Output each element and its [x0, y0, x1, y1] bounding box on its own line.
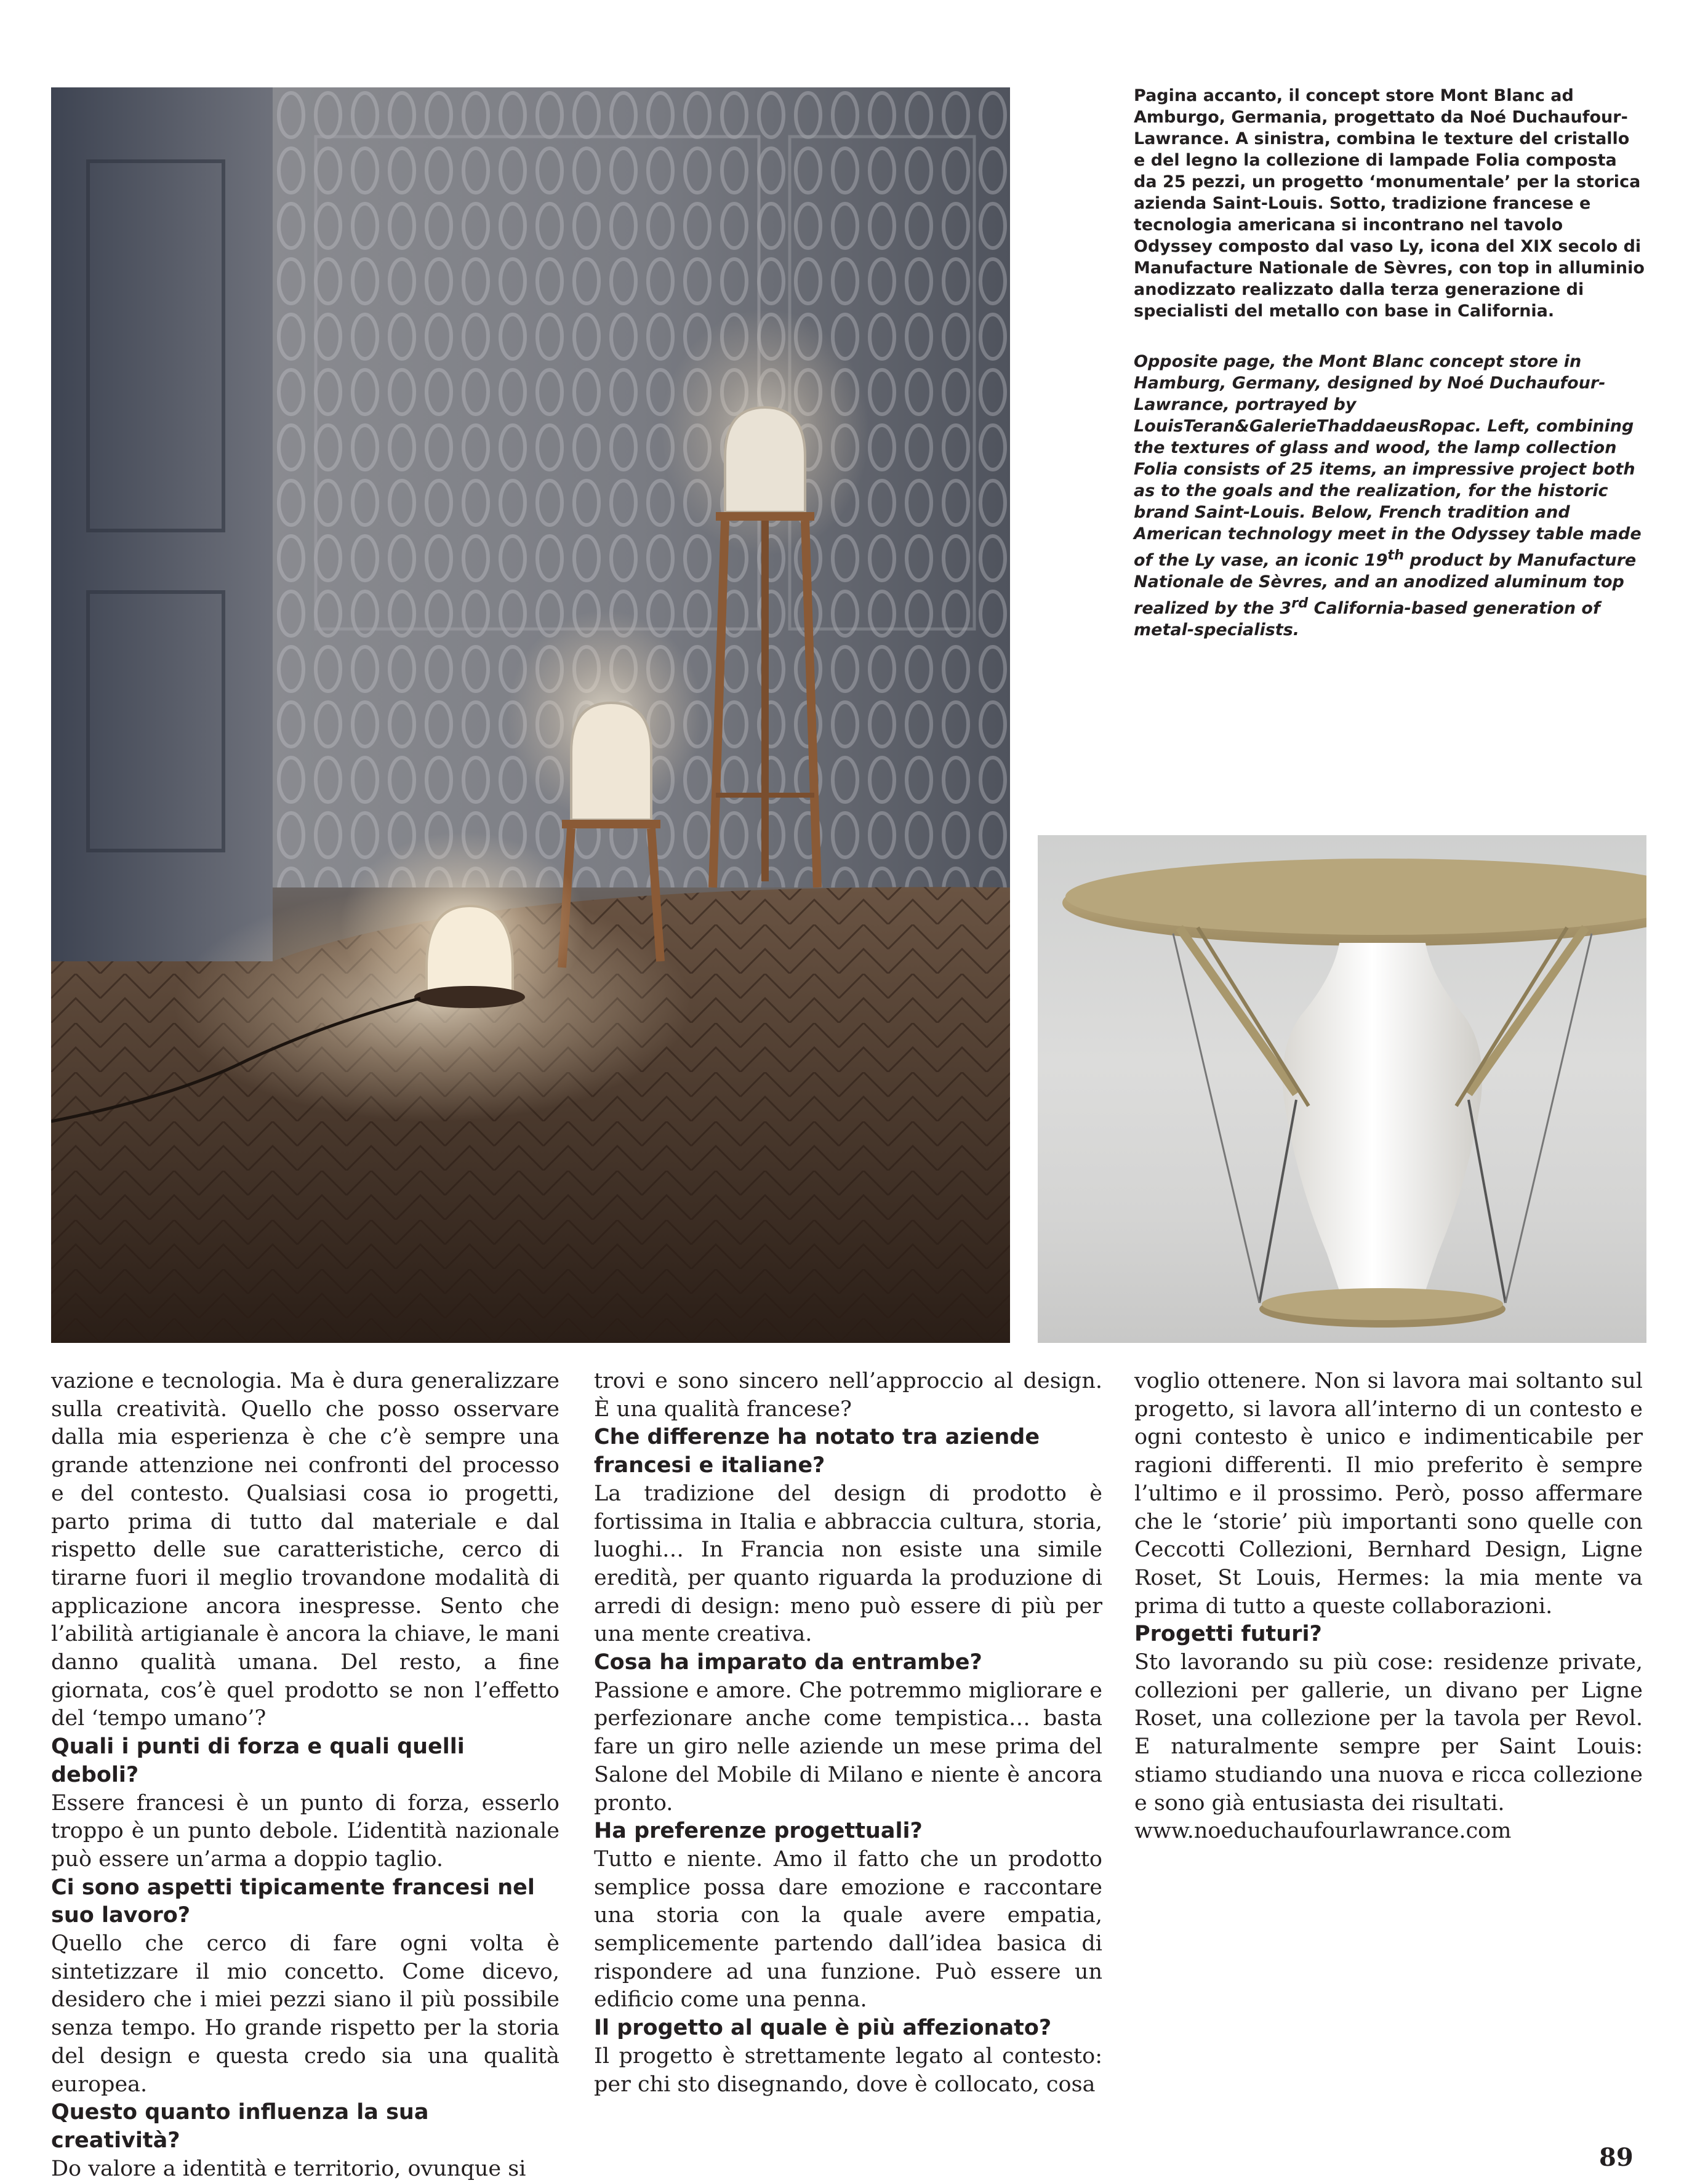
page-number: 89 — [1599, 2143, 1634, 2172]
caption-english-part1: Opposite page, the Mont Blanc concept store in Hamburg, Germany, designed by Noé Duchaufour-Lawrance, portrayed by LouisTeran&GalerieThaddaeusRopac. Left, combining the textures of glass and wood, the lamp collection Folia consists of 25 items, an impressive project both as to the goals and the realization, for the historic brand Saint-Louis. Below, French tradition and American technology meet in the Odyssey table made of the Ly vase, an iconic 19 — [1134, 352, 1642, 570]
question-heading: Ha preferenze progettuali? — [594, 1819, 923, 1844]
paragraph: La tradizione del design di prodotto è fortissima in Italia e abbraccia cultura, storia, luoghi… In Francia non esiste una simile eredità, per quanto riguarda la produzione di arredi di design: meno può essere di più per una mente creativa. — [594, 1481, 1102, 1647]
question-heading: Ci sono aspetti tipicamente francesi nel suo lavoro? — [51, 1875, 535, 1928]
caption-english-part3: California-based generation of metal-specialists. — [1134, 599, 1600, 639]
paragraph: Essere francesi è un punto di forza, esserlo troppo è un punto debole. L’identità nazionale può essere un’arma a doppio taglio. — [51, 1790, 559, 1872]
question-heading: Progetti futuri? — [1134, 1622, 1322, 1647]
paragraph: trovi e sono sincero nell’approccio al design. È una qualità francese? — [594, 1369, 1102, 1422]
question-heading: Che differenze ha notato tra aziende francesi e italiane? — [594, 1425, 1040, 1478]
caption-english-sup1: th — [1387, 547, 1405, 563]
paragraph: Passione e amore. Che potremmo migliorare e perfezionare anche come tempistica… basta fare un giro nelle aziende un mese prima del Salone del Mobile di Milano e niente è ancora pronto. — [594, 1678, 1102, 1816]
paragraph: Do valore a identità e territorio, ovunque si — [51, 2156, 526, 2181]
website-url: www.noeduchaufourlawrance.com — [1134, 1819, 1512, 1844]
paragraph: Quello che cerco di fare ogni volta è sintetizzare il mio concetto. Come dicevo, desidero che i miei pezzi siano il più possibile senza tempo. Ho grande rispetto per la storia del design e questa credo sia una qualità europea. — [51, 1931, 559, 2097]
text-column-1 — [51, 1368, 559, 2183]
caption-english — [1134, 351, 1645, 641]
paragraph: Tutto e niente. Amo il fatto che un prodotto semplice possa dare emozione e raccontare una storia con la quale avere empatia, semplicemente partendo dall’idea basica di rispondere ad una funzione. Può essere un edificio come una penna. — [594, 1846, 1102, 2013]
text-column-2 — [594, 1368, 1102, 2099]
question-heading: Quali i punti di forza e quali quelli deboli? — [51, 1734, 465, 1787]
photo-folia-lamps — [51, 87, 1010, 1343]
question-heading: Questo quanto influenza la sua creatività? — [51, 2100, 429, 2153]
paragraph: vazione e tecnologia. Ma è dura generalizzare sulla creatività. Quello che posso osservare dalla mia esperienza è che c’è sempre una grande attenzione nei confronti del processo e del contesto. Qualsiasi cosa io progetti, parto prima di tutto dal materiale e dal rispetto delle sue caratteristiche, cerco di tirarne fuori il meglio trovandone modalità di applicazione ancora inespresse. Sento che l’abilità artigianale è ancora la chiave, le mani danno qualità umana. Del resto, a fine giornata, cos’è quel prodotto se non l’effetto del ‘tempo umano’? — [51, 1369, 559, 1731]
caption-english-sup2: rd — [1291, 595, 1309, 611]
question-heading: Cosa ha imparato da entrambe? — [594, 1650, 982, 1675]
caption-italian: Pagina accanto, il concept store Mont Blanc ad Amburgo, Germania, progettato da Noé Duchaufour-Lawrance. A sinistra, combina le texture del cristallo e del legno la collezione di lampade Folia composta da 25 pezzi, un progetto ‘monumentale’ per la storica azienda Saint-Louis. Sotto, tradizione francese e tecnologia americana si incontrano nel tavolo Odyssey composto dal vaso Ly, icona del XIX secolo di Manufacture Nationale de Sèvres, con top in alluminio anodizzato realizzato dalla terza generazione di specialisti del metallo con base in California. — [1134, 86, 1645, 321]
caption-english-part2: product by Manufacture Nationale de Sèvres, and an anodized aluminum top realized by the 3 — [1134, 551, 1637, 618]
photo-odyssey-table — [1038, 835, 1646, 1343]
text-column-3 — [1134, 1368, 1643, 1846]
paragraph: Il progetto è strettamente legato al contesto: per chi sto disegnando, dove è collocato, cosa — [594, 2043, 1102, 2097]
lamps-illustration — [51, 87, 1010, 1343]
question-heading: Il progetto al quale è più affezionato? — [594, 2016, 1052, 2041]
paragraph: voglio ottenere. Non si lavora mai soltanto sul progetto, si lavora all’interno di un contesto e ogni contesto è unico e indimenticabile per ragioni differenti. Il mio preferito è sempre l’ultimo e il prossimo. Però, posso affermare che le ‘storie’ più importanti sono quelle con Ceccotti Collezioni, Bernhard Design, Ligne Roset, St Louis, Hermes: la mia mente va prima di tutto a queste collaborazioni. — [1134, 1369, 1643, 1619]
table-illustration — [1038, 835, 1646, 1343]
paragraph: Sto lavorando su più cose: residenze private, collezioni per gallerie, un divano per Ligne Roset, una collezione per la tavola per Revol. E naturalmente sempre per Saint Louis: stiamo studiando una nuova e ricca collezione e sono già entusiasta dei risultati. — [1134, 1650, 1643, 1816]
